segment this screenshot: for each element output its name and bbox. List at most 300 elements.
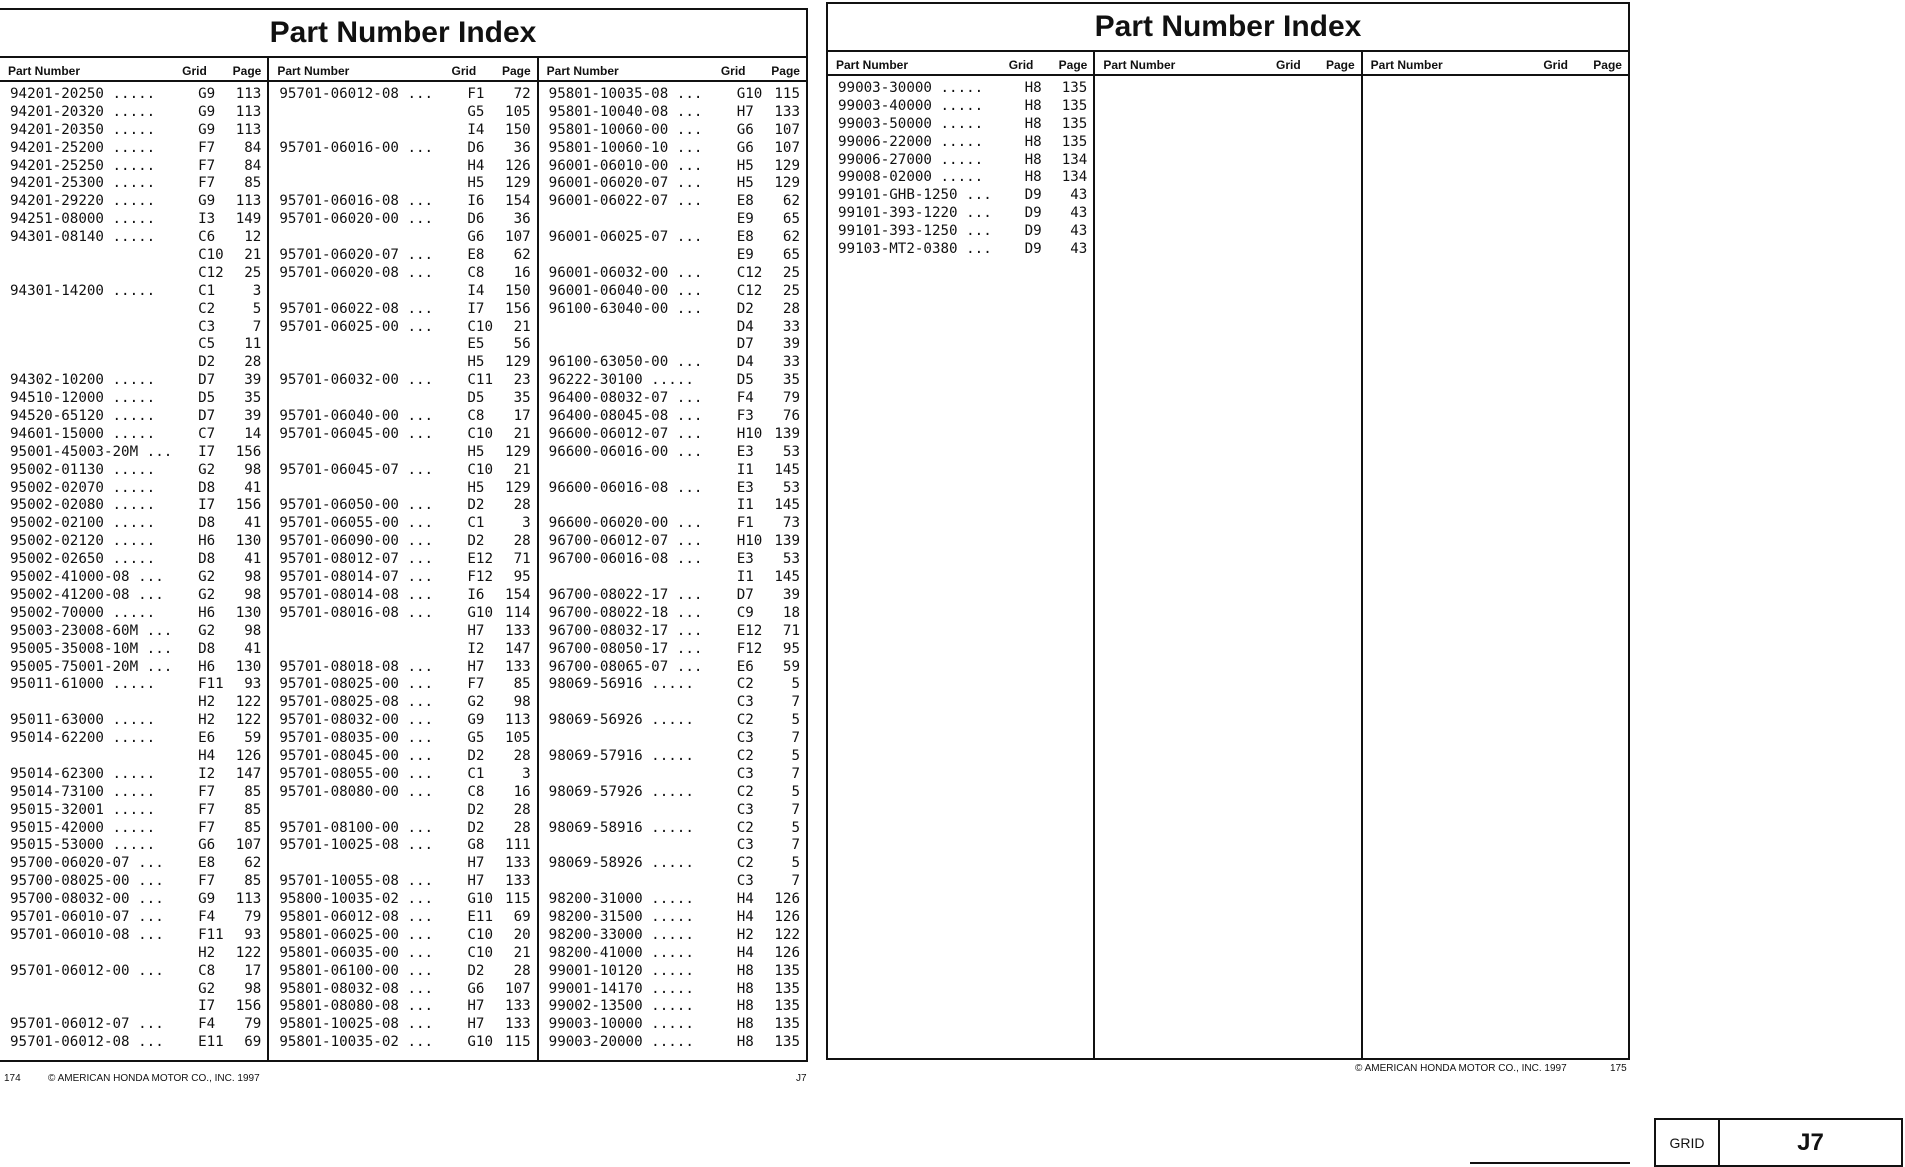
- part-number: 98200-41000 .....: [548, 944, 694, 961]
- page-ref: 129: [505, 443, 531, 460]
- part-number: 94201-20250 .....: [10, 86, 156, 102]
- part-number: 98200-31500 .....: [548, 908, 694, 925]
- grid-ref: G6: [467, 229, 485, 246]
- grid-ref: C10: [198, 247, 224, 264]
- part-number: 95701-08100-00 ...: [279, 819, 434, 836]
- grid-ref: H2: [736, 926, 754, 943]
- index-entry: [549, 319, 800, 337]
- part-number: 95701-08012-07 ...: [279, 551, 434, 568]
- part-number: 96001-06022-07 ...: [548, 193, 703, 210]
- index-entry: [10, 909, 261, 927]
- grid-ref: I7: [467, 300, 485, 317]
- grid-ref: G2: [467, 694, 485, 711]
- grid-ref: H7: [467, 998, 485, 1015]
- page-ref: 69: [244, 1034, 262, 1051]
- index-entry: [279, 480, 530, 498]
- page-ref: 85: [244, 175, 262, 192]
- column-header: [828, 50, 1093, 76]
- page-ref: 156: [235, 497, 262, 514]
- part-number: [549, 569, 737, 587]
- part-number: 95801-08032-08 ...: [279, 980, 434, 997]
- column-header: [1095, 50, 1360, 76]
- grid-header: Grid: [720, 64, 746, 78]
- part-number: [549, 319, 737, 337]
- grid-ref: G10: [467, 1034, 494, 1051]
- grid-ref: E11: [198, 1034, 224, 1051]
- page-ref: 85: [513, 676, 531, 693]
- part-number: 95003-23008-60M ...: [10, 622, 173, 639]
- page-ref: 133: [505, 873, 531, 890]
- page-ref: 14: [244, 425, 262, 442]
- index-entry: [279, 766, 530, 784]
- grid-ref: I7: [198, 497, 216, 514]
- page-ref: 133: [505, 658, 531, 675]
- index-entry: [549, 193, 800, 211]
- grid-ref: H10: [736, 425, 763, 442]
- part-number: [279, 855, 467, 873]
- grid-ref: E8: [198, 855, 216, 872]
- part-number: 95801-06100-00 ...: [279, 962, 434, 979]
- page-ref: 33: [782, 354, 800, 371]
- grid-ref: I4: [467, 282, 485, 299]
- index-entry: [279, 748, 530, 766]
- index-entry: [10, 86, 261, 104]
- grid-ref: F7: [198, 783, 216, 800]
- grid-ref: C3: [736, 837, 754, 854]
- grid-ref: I2: [467, 640, 485, 657]
- page-ref: 150: [505, 282, 531, 299]
- page-ref: 85: [244, 783, 262, 800]
- part-number: 95002-70000 .....: [10, 604, 156, 621]
- part-number: 99008-02000 .....: [838, 169, 984, 186]
- left-col-2: [269, 56, 538, 1060]
- index-entry: [10, 444, 261, 462]
- index-entry: [10, 820, 261, 838]
- page-ref: 79: [244, 1016, 262, 1033]
- grid-ref: I6: [467, 586, 485, 603]
- index-entry: [549, 569, 800, 587]
- page-ref: 71: [782, 622, 800, 639]
- part-number: 95700-08025-00 ...: [10, 873, 164, 890]
- page-ref: 62: [513, 247, 531, 264]
- index-entry: [10, 354, 261, 372]
- part-number: 95005-75001-20M ...: [10, 658, 173, 675]
- index-entry: [10, 623, 261, 641]
- page-ref: 129: [505, 479, 531, 496]
- page-ref: 5: [791, 783, 800, 800]
- index-entry: [838, 116, 1087, 134]
- index-entry: [549, 605, 800, 623]
- part-number: 99003-20000 .....: [548, 1034, 694, 1051]
- index-entry: [10, 945, 261, 963]
- page-ref: 17: [513, 408, 531, 425]
- page-ref: 135: [774, 980, 800, 997]
- part-number: [279, 623, 467, 641]
- grid-ref: G8: [467, 837, 485, 854]
- index-entry: [279, 927, 530, 945]
- index-entry: [279, 623, 530, 641]
- index-entry: [549, 963, 800, 981]
- part-number-header: Part Number: [277, 64, 350, 78]
- index-entry: [549, 837, 800, 855]
- part-number: 95015-32001 .....: [10, 801, 156, 818]
- index-entry: [10, 140, 261, 158]
- index-entry: [10, 390, 261, 408]
- part-number: 98200-31000 .....: [548, 891, 694, 908]
- page-ref: 135: [774, 1034, 800, 1051]
- page-ref: 33: [782, 318, 800, 335]
- grid-ref: D9: [1024, 187, 1042, 204]
- index-entry: [549, 390, 800, 408]
- index-entry: [279, 909, 530, 927]
- page-ref: 133: [505, 998, 531, 1015]
- index-entry: [10, 641, 261, 659]
- grid-ref: C3: [198, 318, 216, 335]
- part-number: 95002-41000-08 ...: [10, 569, 164, 586]
- index-entry: [549, 372, 800, 390]
- part-number: 95701-10055-08 ...: [279, 873, 434, 890]
- part-number: 96400-08045-08 ...: [548, 408, 703, 425]
- page-ref: 25: [782, 264, 800, 281]
- grid-ref: C12: [198, 264, 224, 281]
- index-entry: [10, 551, 261, 569]
- index-entry: [549, 301, 800, 319]
- page-ref: 25: [244, 264, 262, 281]
- part-number: 95002-02650 .....: [10, 551, 156, 568]
- grid-ref: C9: [736, 604, 754, 621]
- column-header: [269, 56, 536, 82]
- index-entry: [279, 820, 530, 838]
- grid-ref: D2: [467, 497, 485, 514]
- page-ref: 133: [774, 103, 800, 120]
- page-ref: 107: [774, 121, 800, 138]
- page-ref: 134: [1061, 169, 1088, 186]
- index-entry: [10, 122, 261, 140]
- page-ref: 135: [774, 962, 800, 979]
- grid-ref: G10: [736, 86, 763, 102]
- index-entry: [279, 945, 530, 963]
- grid-ref: F4: [198, 1016, 216, 1033]
- page-ref: 23: [513, 372, 531, 389]
- index-entry: [549, 533, 800, 551]
- grid-ref: E8: [736, 193, 754, 210]
- part-number: 94201-29220 .....: [10, 193, 156, 210]
- page-header: Page: [1593, 58, 1622, 72]
- grid-ref: I1: [736, 461, 754, 478]
- grid-ref: C2: [736, 855, 754, 872]
- index-entry: [279, 802, 530, 820]
- page-ref: 126: [774, 891, 800, 908]
- index-entry: [279, 462, 530, 480]
- page-ref: 113: [505, 712, 531, 729]
- grid-ref: H6: [198, 658, 216, 675]
- page-ref: 16: [513, 264, 531, 281]
- bottom-rule: [1470, 1162, 1630, 1164]
- part-number: 95701-06025-00 ...: [279, 318, 434, 335]
- page-ref: 93: [244, 676, 262, 693]
- left-footer-copyright: © AMERICAN HONDA MOTOR CO., INC. 1997: [48, 1073, 260, 1084]
- page-ref: 113: [235, 121, 262, 138]
- grid-ref: H6: [198, 604, 216, 621]
- index-entry: [838, 187, 1087, 205]
- index-entry: [549, 265, 800, 283]
- index-entry: [10, 265, 261, 283]
- part-number: 95801-10060-00 ...: [548, 121, 703, 138]
- page-ref: 145: [774, 497, 800, 514]
- part-number: 95701-06032-00 ...: [279, 372, 434, 389]
- part-number: 99006-27000 .....: [838, 151, 984, 168]
- part-number: 96001-06040-00 ...: [548, 282, 703, 299]
- grid-header: Grid: [1276, 58, 1301, 72]
- part-number: 95801-10040-08 ...: [548, 103, 703, 120]
- page-ref: 126: [235, 747, 262, 764]
- page-ref: 133: [505, 1016, 531, 1033]
- grid-ref: F7: [198, 157, 216, 174]
- grid-ref: F12: [736, 640, 763, 657]
- grid-ref: G2: [198, 569, 216, 586]
- grid-ref: I1: [736, 497, 754, 514]
- page-ref: 105: [505, 103, 531, 120]
- index-entry: [549, 945, 800, 963]
- index-entry: [838, 205, 1087, 223]
- part-number: [549, 247, 737, 265]
- part-number: 94520-65120 .....: [10, 408, 156, 425]
- index-entry: [10, 372, 261, 390]
- page-ref: 130: [235, 604, 262, 621]
- part-number: 95002-41200-08 ...: [10, 586, 164, 603]
- part-number: [279, 122, 467, 140]
- page-ref: 139: [774, 425, 800, 442]
- part-number: 96001-06020-07 ...: [548, 175, 703, 192]
- page-ref: 133: [505, 855, 531, 872]
- grid-ref: H8: [1024, 97, 1042, 114]
- part-number: [10, 265, 198, 283]
- grid-ref: D7: [198, 408, 216, 425]
- index-entry: [549, 122, 800, 140]
- page-ref: 135: [1061, 97, 1088, 114]
- index-entry: [279, 855, 530, 873]
- part-number: [279, 158, 467, 176]
- part-number: 95801-06012-08 ...: [279, 908, 434, 925]
- part-number: [549, 336, 737, 354]
- page-ref: 39: [782, 586, 800, 603]
- index-entry: [279, 86, 530, 104]
- page-ref: 79: [244, 908, 262, 925]
- index-entry: [10, 873, 261, 891]
- part-number: 95801-10025-08 ...: [279, 1016, 434, 1033]
- page-ref: 98: [244, 622, 262, 639]
- part-number: 96600-06016-08 ...: [548, 479, 703, 496]
- part-number: 99101-393-1220 ...: [838, 205, 992, 222]
- grid-ref: D5: [736, 372, 754, 389]
- part-number: 95701-06050-00 ...: [279, 497, 434, 514]
- part-number: 95701-06012-00 ...: [10, 962, 164, 979]
- part-number: 95701-08080-00 ...: [279, 783, 434, 800]
- grid-ref: H4: [467, 157, 485, 174]
- part-number: [549, 730, 737, 748]
- index-entry: [549, 981, 800, 999]
- grid-ref: H5: [467, 175, 485, 192]
- part-number: [10, 945, 198, 963]
- part-number: [549, 497, 737, 515]
- index-entry: [279, 605, 530, 623]
- part-number: 96001-06025-07 ...: [548, 229, 703, 246]
- index-entry: [549, 891, 800, 909]
- page-ref: 35: [513, 390, 531, 407]
- part-number: 98200-33000 .....: [548, 926, 694, 943]
- grid-ref: H5: [467, 354, 485, 371]
- grid-ref: D9: [1024, 223, 1042, 240]
- part-number: [279, 480, 467, 498]
- grid-ref: C2: [198, 300, 216, 317]
- page-ref: 115: [505, 1034, 531, 1051]
- index-entry: [279, 122, 530, 140]
- page-ref: 65: [782, 211, 800, 228]
- grid-ref: H10: [736, 533, 763, 550]
- grid-ref: E11: [467, 908, 494, 925]
- index-entry: [549, 336, 800, 354]
- part-number: 99003-30000 .....: [838, 80, 984, 96]
- grid-ref: F1: [467, 86, 485, 102]
- page-ref: 129: [505, 175, 531, 192]
- page-ref: 7: [791, 801, 800, 818]
- page-ref: 5: [791, 855, 800, 872]
- index-entry: [279, 963, 530, 981]
- grid-ref: C10: [467, 461, 494, 478]
- index-entry: [279, 336, 530, 354]
- part-number: 95701-06045-07 ...: [279, 461, 434, 478]
- index-entry: [549, 623, 800, 641]
- grid-ref: C3: [736, 873, 754, 890]
- grid-ref: G2: [198, 980, 216, 997]
- page-ref: 79: [782, 390, 800, 407]
- part-number: 95015-53000 .....: [10, 837, 156, 854]
- part-number: 95701-06040-00 ...: [279, 408, 434, 425]
- part-number-header: Part Number: [546, 64, 619, 78]
- page-ref: 28: [244, 354, 262, 371]
- index-entry: [279, 676, 530, 694]
- grid-ref: C3: [736, 765, 754, 782]
- page-ref: 7: [791, 837, 800, 854]
- index-entry: [838, 98, 1087, 116]
- part-number: 95701-06020-08 ...: [279, 264, 434, 281]
- index-entry: [279, 998, 530, 1016]
- grid-ref: G5: [467, 730, 485, 747]
- part-number: 95014-73100 .....: [10, 783, 156, 800]
- page-ref: 36: [513, 211, 531, 228]
- grid-ref: H8: [1024, 151, 1042, 168]
- page-ref: 35: [782, 372, 800, 389]
- part-number: 99101-GHB-1250 ...: [838, 187, 992, 204]
- page-ref: 95: [782, 640, 800, 657]
- index-entry: [10, 766, 261, 784]
- part-number: 96700-08032-17 ...: [548, 622, 703, 639]
- index-entry: [279, 730, 530, 748]
- part-number: [279, 354, 467, 372]
- page-ref: 17: [244, 962, 262, 979]
- page-ref: 41: [244, 640, 262, 657]
- grid-ref: D5: [198, 390, 216, 407]
- page-ref: 5: [791, 676, 800, 693]
- grid-ref: G9: [198, 103, 216, 120]
- part-number: [279, 336, 467, 354]
- index-entry: [549, 551, 800, 569]
- page-ref: 113: [235, 103, 262, 120]
- grid-ref: I7: [198, 443, 216, 460]
- index-entry: [549, 676, 800, 694]
- grid-ref: G2: [198, 461, 216, 478]
- grid-ref: E8: [467, 247, 485, 264]
- page-ref: 5: [791, 712, 800, 729]
- grid-ref: D2: [198, 354, 216, 371]
- index-entry: [549, 712, 800, 730]
- grid-ref: D4: [736, 354, 754, 371]
- grid-ref: E9: [736, 247, 754, 264]
- index-entry: [549, 426, 800, 444]
- part-number-header: Part Number: [1370, 58, 1443, 72]
- grid-ref: C1: [467, 515, 485, 532]
- right-page: [826, 2, 1630, 1060]
- page-ref: 134: [1061, 151, 1088, 168]
- page-ref: 114: [505, 604, 531, 621]
- grid-ref: H5: [467, 479, 485, 496]
- column-header: [539, 56, 806, 82]
- index-entry: [279, 551, 530, 569]
- index-entry: [549, 659, 800, 677]
- page-ref: 113: [235, 86, 262, 102]
- part-number: 95801-08080-08 ...: [279, 998, 434, 1015]
- index-entry: [549, 158, 800, 176]
- part-number: 96700-08022-18 ...: [548, 604, 703, 621]
- index-entry: [10, 1016, 261, 1034]
- index-entry: [549, 873, 800, 891]
- page-ref: 71: [513, 551, 531, 568]
- part-number: 94201-25250 .....: [10, 157, 156, 174]
- part-number: 95701-06010-08 ...: [10, 926, 164, 943]
- grid-ref: C8: [467, 264, 485, 281]
- grid-ref: H8: [1024, 80, 1042, 96]
- page-ref: 39: [782, 336, 800, 353]
- grid-ref: I6: [467, 193, 485, 210]
- page-ref: 107: [235, 837, 262, 854]
- page-ref: 76: [782, 408, 800, 425]
- index-entry: [10, 462, 261, 480]
- part-number: 94301-14200 .....: [10, 282, 156, 299]
- grid-ref: H8: [1024, 133, 1042, 150]
- page-ref: 41: [244, 551, 262, 568]
- page-ref: 28: [513, 962, 531, 979]
- grid-ref: D8: [198, 640, 216, 657]
- index-entry: [279, 211, 530, 229]
- grid-ref: H8: [1024, 169, 1042, 186]
- grid-ref: D8: [198, 515, 216, 532]
- part-number: 99003-10000 .....: [548, 1016, 694, 1033]
- page-ref: 107: [774, 139, 800, 156]
- page-ref: 7: [791, 873, 800, 890]
- grid-ref: G6: [736, 121, 754, 138]
- index-entry: [279, 712, 530, 730]
- page-header: Page: [1325, 58, 1355, 72]
- grid-ref: G10: [467, 891, 494, 908]
- grid-ref: D6: [467, 139, 485, 156]
- page-ref: 149: [235, 211, 262, 228]
- part-number: 94251-08000 .....: [10, 211, 156, 228]
- index-entry: [549, 641, 800, 659]
- grid-ref: I2: [198, 765, 216, 782]
- grid-ref: C3: [736, 694, 754, 711]
- page-ref: 84: [244, 157, 262, 174]
- grid-ref: C2: [736, 712, 754, 729]
